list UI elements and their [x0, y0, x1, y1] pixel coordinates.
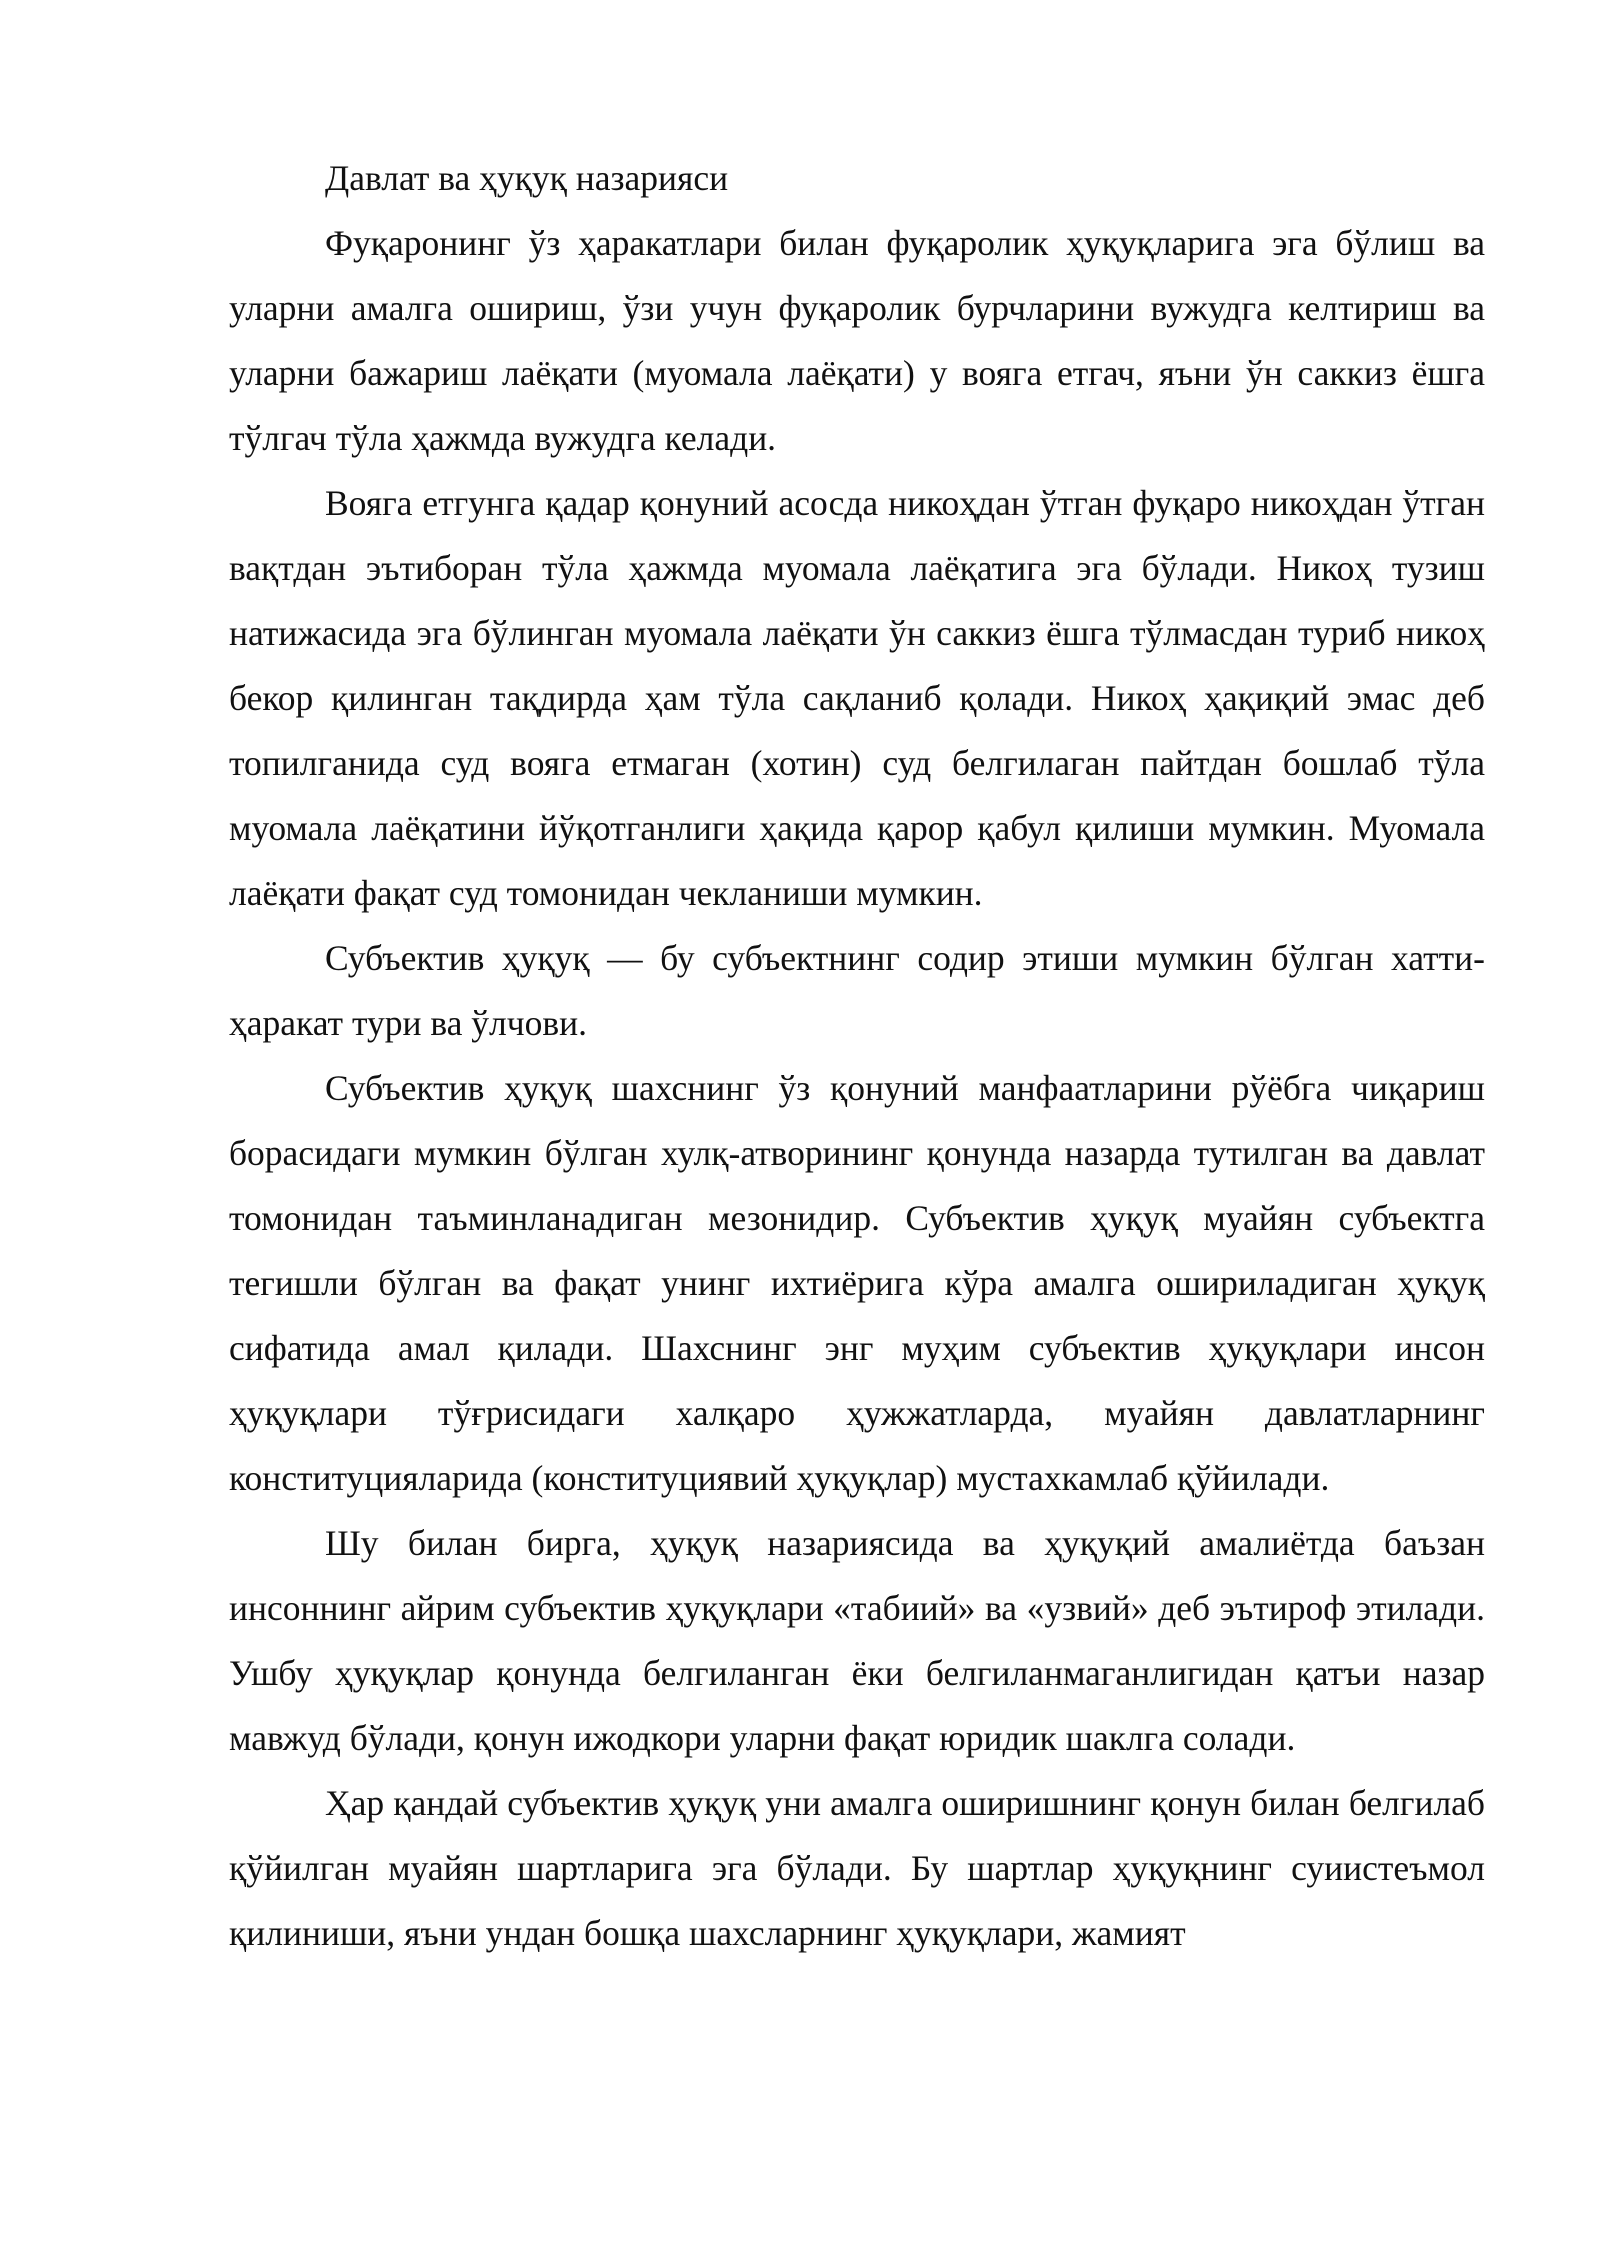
document-title: Давлат ва ҳуқуқ назарияси: [325, 158, 729, 198]
paragraph: Фуқаронинг ўз ҳаракатлари билан фуқаролик ҳуқуқларига эга бўлиш ва уларни амалга ошириш, ўзи учун фуқаролик бурчларини вужудга келтириш ва уларни бажариш лаёқати (муомала лаёқати) у вояга етгач, яъни ўн саккиз ёшга тўлгач тўла ҳажмда вужудга келади.: [229, 223, 1485, 458]
paragraph: Вояга етгунга қадар қонуний асосда никоҳдан ўтган фуқаро никоҳдан ўтган вақтдан эътиборан тўла ҳажмда муомала лаёқатига эга бўлади. Никоҳ тузиш натижасида эга бўлинган муомала лаёқати ўн саккиз ёшга тўлмасдан туриб никоҳ бекор қилинган тақдирда ҳам тўла сақланиб қолади. Никоҳ ҳақиқий эмас деб топилганида суд вояга етмаган (хотин) суд белгилаган пайтдан бошлаб тўла муомала лаёқатини йўқотганлиги ҳақида қарор қабул қилиши мумкин. Муомала лаёқати фақат суд томонидан чекланиши мумкин.: [229, 483, 1485, 913]
paragraph: Субъектив ҳуқуқ — бу субъектнинг содир этиши мумкин бўлган хатти-ҳаракат тури ва ўлчови.: [229, 938, 1485, 1043]
paragraph: Шу билан бирга, ҳуқуқ назариясида ва ҳуқуқий амалиётда баъзан инсоннинг айрим субъектив ҳуқуқлари «табиий» ва «узвий» деб эътироф этилади. Ушбу ҳуқуқлар қонунда белгиланган ёки белгиланмаганлигидан қатъи назар мавжуд бўлади, қонун ижодкори уларни фақат юридик шаклга солади.: [229, 1523, 1485, 1758]
document-page: [229, 146, 1485, 1966]
paragraph: Ҳар қандай субъектив ҳуқуқ уни амалга оширишнинг қонун билан белгилаб қўйилган муайян шартларига эга бўлади. Бу шартлар ҳуқуқнинг суиистеъмол қилиниши, яъни ундан бошқа шахсларнинг ҳуқуқлари, жамият: [229, 1783, 1485, 1953]
paragraph: Субъектив ҳуқуқ шахснинг ўз қонуний манфаатларини рўёбга чиқариш борасидаги мумкин бўлган хулқ-атворининг қонунда назарда тутилган ва давлат томонидан таъминланадиган мезонидир. Субъектив ҳуқуқ муайян субъектга тегишли бўлган ва фақат унинг ихтиёрига кўра амалга ошириладиган ҳуқуқ сифатида амал қилади. Шахснинг энг муҳим субъектив ҳуқуқлари инсон ҳуқуқлари тўғрисидаги халқаро ҳужжатларда, муайян давлатларнинг конституцияларида (конституциявий ҳуқуқлар) мустахкамлаб қўйилади.: [229, 1068, 1485, 1498]
